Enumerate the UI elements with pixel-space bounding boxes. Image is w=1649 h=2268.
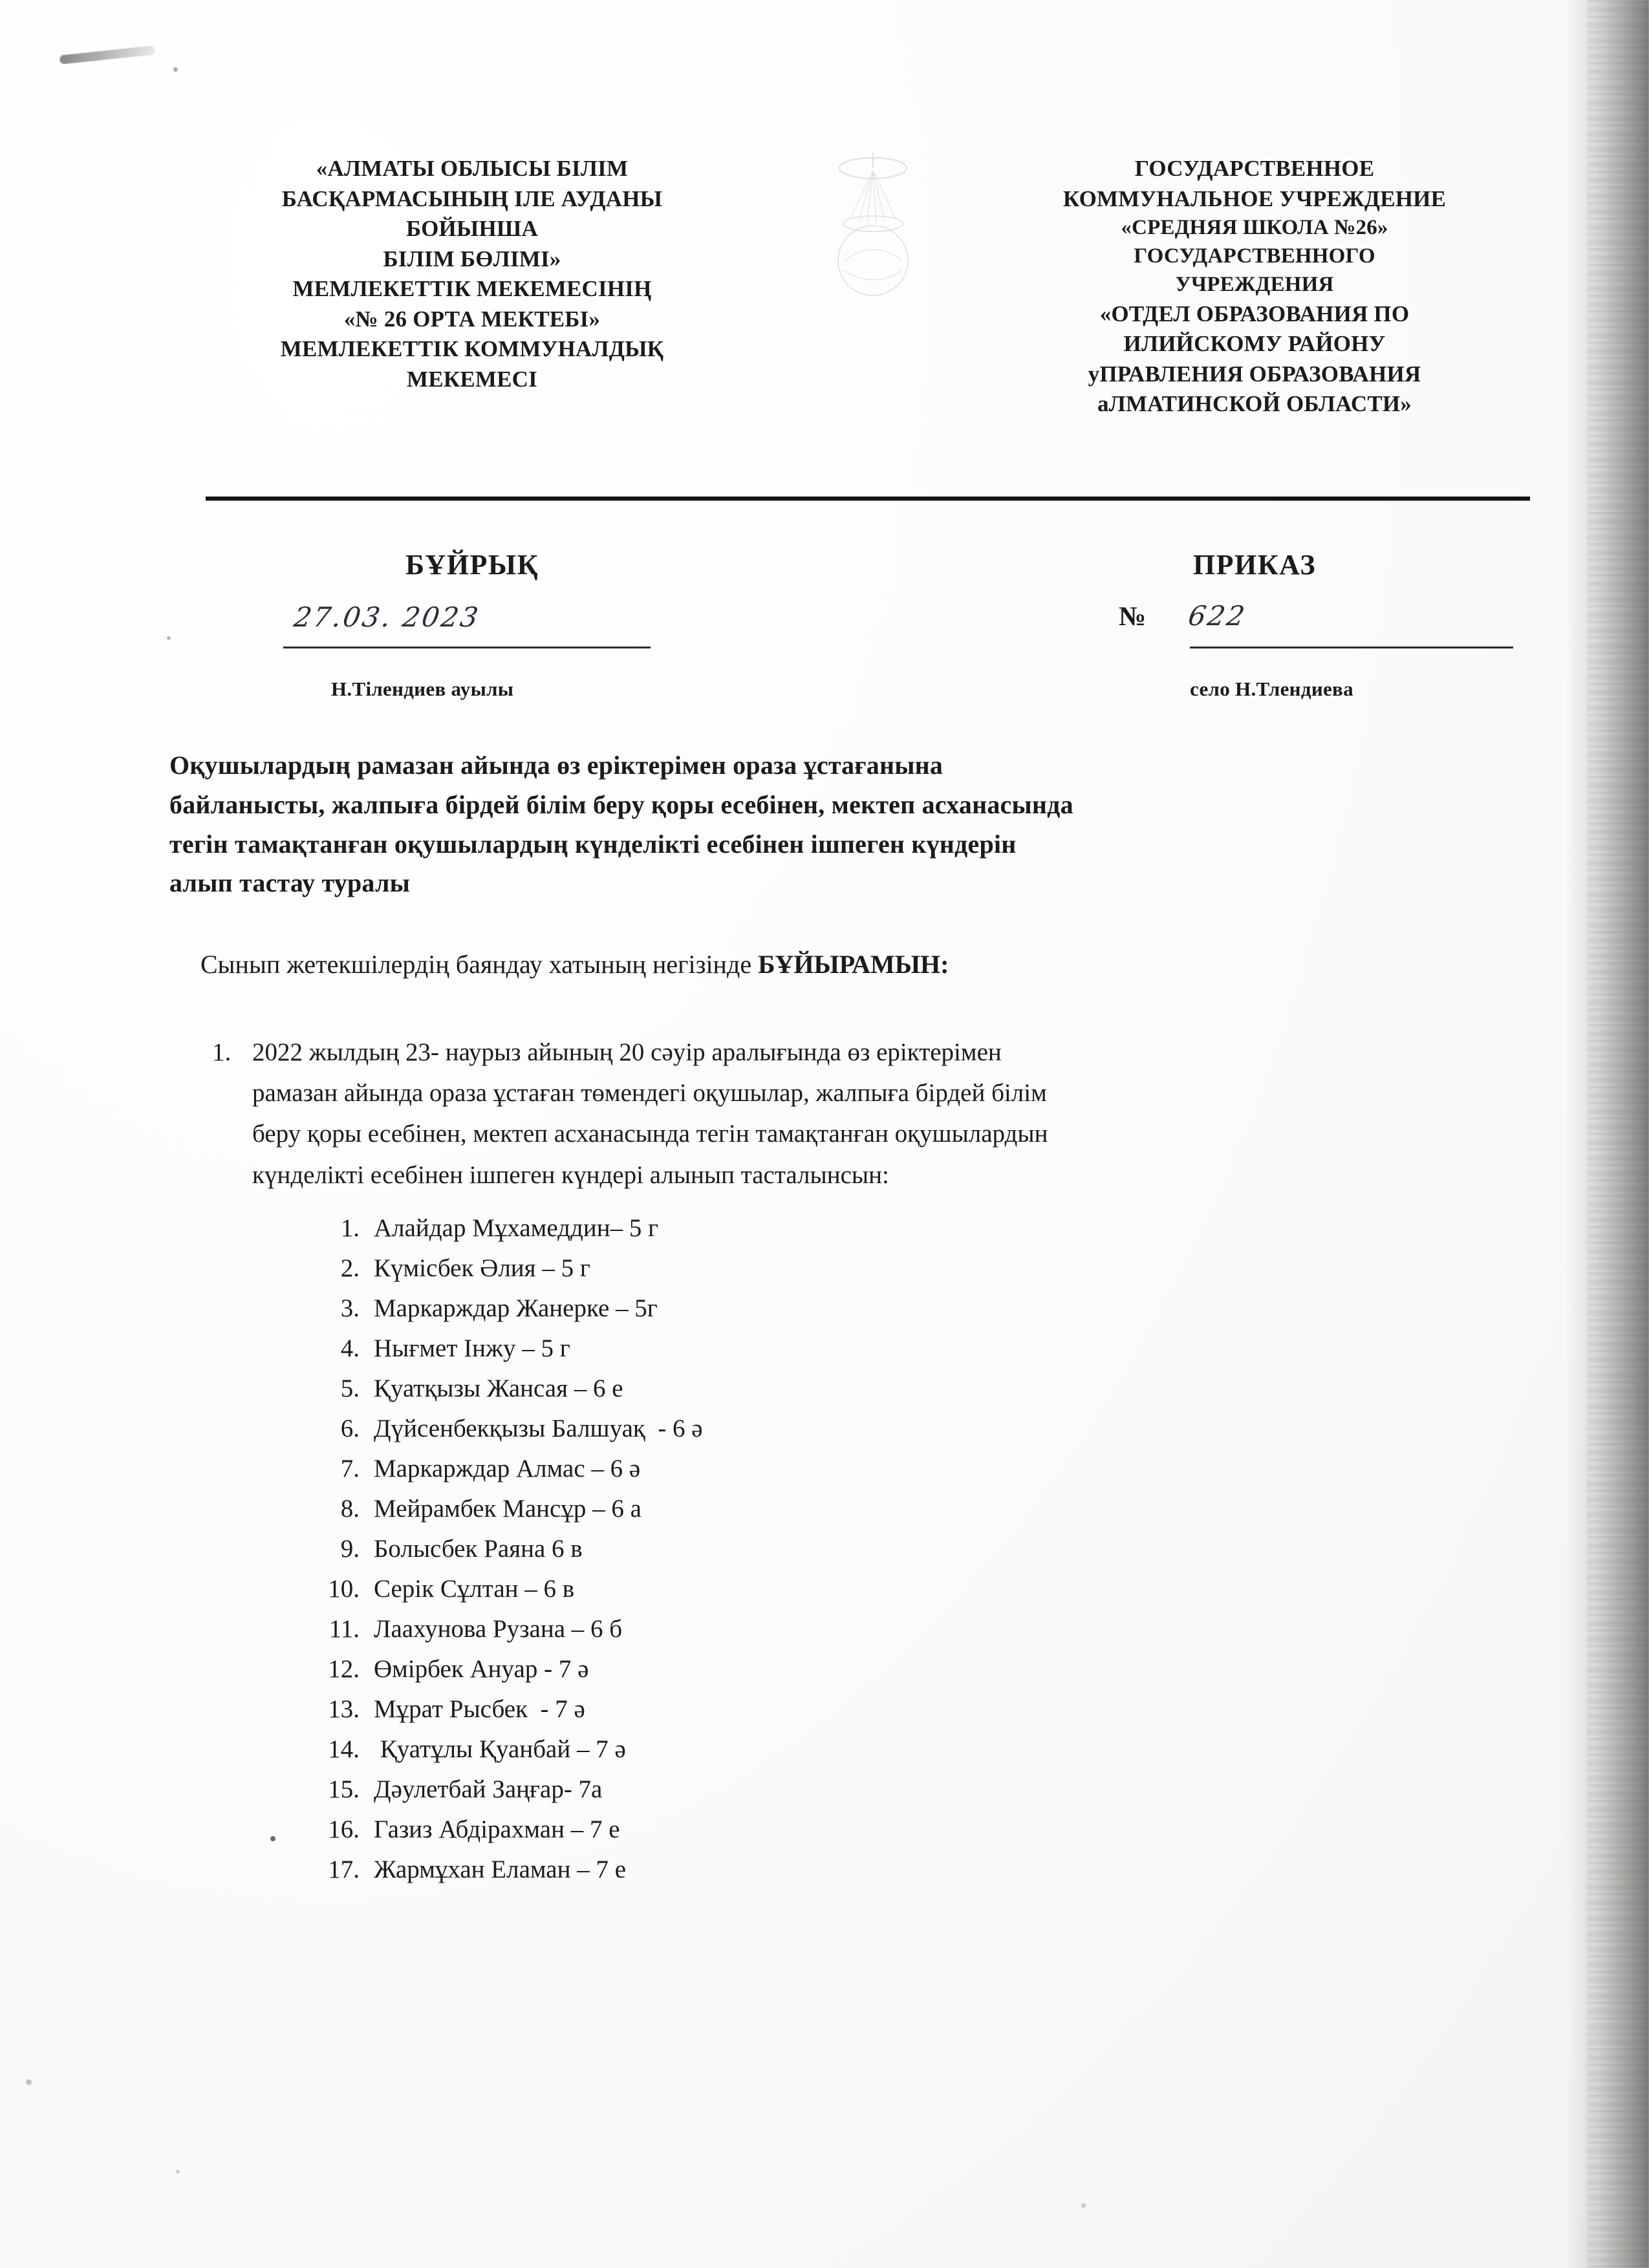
list-item-name: Дүйсенбекқызы Балшуақ - 6 ә: [374, 1415, 703, 1442]
order-number-handwritten: 622: [1186, 600, 1249, 632]
list-item: [304, 1496, 1403, 1536]
clause-line: рамазан айында ораза ұстаған төмендегі оқушылар, жалпыға бірдей білім: [252, 1079, 1047, 1107]
list-item-index: 3.: [340, 1294, 360, 1322]
list-item-name: Қуатұлы Қуанбай – 7 ә: [374, 1735, 626, 1763]
order-clause-1: [212, 1032, 1526, 1195]
org-line: УЧРЕЖДЕНИЯ: [1175, 272, 1334, 296]
list-item-index: 15.: [328, 1775, 360, 1803]
list-item: [304, 1215, 1403, 1256]
list-item-name: Қуатқызы Жансая – 6 е: [374, 1375, 623, 1402]
list-item-name: Жармұхан Еламан – 7 е: [374, 1856, 627, 1883]
list-item-name: Серік Сұлтан – 6 в: [374, 1575, 575, 1603]
org-line: ГОСУДАРСТВЕННОГО: [1134, 244, 1375, 268]
scan-speck: [26, 2079, 32, 2085]
list-item: [304, 1456, 1403, 1496]
list-item-index: 12.: [328, 1655, 360, 1683]
list-item-name: Лаахунова Рузана – 6 б: [374, 1615, 623, 1643]
clause-line: күнделікті есебінен ішпеген күндері алынып тасталынсын:: [252, 1161, 889, 1189]
stray-pencil-mark: [59, 45, 156, 64]
list-item-index: 5.: [340, 1375, 360, 1402]
list-item-index: 16.: [328, 1815, 360, 1843]
list-item-name: Алайдар Мұхамеддин– 5 г: [374, 1214, 659, 1242]
org-line: ИЛИЙСКОМУ РАЙОНУ: [1123, 331, 1386, 357]
subject-line: алып тастау туралы: [169, 868, 411, 898]
list-item: [304, 1656, 1403, 1696]
preamble-keyword: БҰЙЫРАМЫН:: [758, 950, 949, 979]
org-line: ГОСУДАРСТВЕННОЕ: [1134, 156, 1375, 181]
list-item-index: 11.: [329, 1615, 360, 1643]
list-item-name: Газиз Абдірахман – 7 е: [374, 1815, 620, 1843]
list-item-index: 6.: [340, 1415, 360, 1442]
list-item: [304, 1256, 1403, 1296]
list-item: [304, 1857, 1403, 1897]
list-item: [304, 1336, 1403, 1376]
clause-line: беру қоры есебінен, мектеп асханасында тегін тамақтанған оқушылардын: [252, 1120, 1048, 1148]
list-item-index: 2.: [340, 1254, 360, 1282]
list-item: [304, 1696, 1403, 1737]
list-item-name: Мейрамбек Мансұр – 6 а: [374, 1495, 641, 1523]
list-item-name: Мұрат Рысбек - 7 ә: [374, 1695, 585, 1723]
list-item-name: Өмірбек Ануар - 7 ә: [374, 1655, 589, 1683]
clause-line: 2022 жылдың 23- наурыз айының 20 сәуір аралығында өз еріктерімен: [252, 1038, 1002, 1066]
org-line: КОММУНАЛЬНОЕ УЧРЕЖДЕНИЕ: [1062, 186, 1447, 211]
list-item-index: 10.: [328, 1575, 360, 1603]
scan-speck: [270, 1836, 275, 1841]
order-date-handwritten: 27.03. 2023: [292, 601, 482, 633]
org-line: БАСҚАРМАСЫНЫҢ ІЛЕ АУДАНЫ: [281, 186, 663, 211]
order-title-row: [194, 548, 1552, 581]
place-kz: Н.Тілендиев ауылы: [331, 678, 514, 700]
scan-speck: [1081, 2203, 1086, 2208]
list-item-name: Маркаржда​р Алмас – 6 ә: [374, 1455, 641, 1482]
list-item-index: 8.: [340, 1495, 360, 1523]
org-line: «СРЕДНЯЯ ШКОЛА №26»: [1121, 216, 1388, 240]
student-list: [304, 1215, 1403, 1897]
list-item: [304, 1616, 1403, 1656]
list-item: [304, 1536, 1403, 1576]
list-item-name: Маркаржда​р Жанерке – 5г: [374, 1294, 658, 1322]
order-number-label: №: [1119, 602, 1147, 632]
list-item: [304, 1737, 1403, 1777]
letterhead-kazakh: [194, 154, 750, 394]
list-item: [304, 1576, 1403, 1616]
org-line: МЕМЛЕКЕТТІК КОММУНАЛДЫҚ: [280, 336, 664, 362]
list-item-index: 14.: [328, 1735, 360, 1763]
list-item-index: 1.: [340, 1214, 360, 1242]
list-item: [304, 1296, 1403, 1336]
list-item-index: 9.: [340, 1535, 360, 1563]
list-item-index: 7.: [340, 1455, 360, 1482]
list-item-index: 13.: [328, 1695, 360, 1723]
order-preamble: [200, 945, 1520, 984]
order-date-underline: [283, 647, 651, 648]
order-date: [294, 601, 656, 633]
subject-line: тегін тамақтанған оқушылардың күнделікті есебінен ішпеген күндерін: [169, 829, 1017, 859]
org-line: МЕМЛЕКЕТТІК МЕКЕМЕСІНІҢ: [292, 276, 652, 302]
list-item: [304, 1817, 1403, 1857]
org-line: МЕКЕМЕСІ: [407, 366, 537, 392]
preamble-text: Сынып жетекшілердің баяндау хатының негізінде: [200, 950, 759, 979]
list-item-index: 17.: [328, 1856, 360, 1883]
org-line: «АЛМАТЫ ОБЛЫСЫ БІЛІМ: [316, 156, 629, 181]
scan-edge-texture: [1587, 0, 1649, 2268]
list-item: [304, 1376, 1403, 1416]
order-title-ru: ПРИКАЗ: [1192, 549, 1317, 581]
scan-speck: [176, 2170, 180, 2174]
org-line: уПРАВЛЕНИЯ ОБРАЗОВАНИЯ: [1088, 361, 1421, 387]
order-number: [1119, 600, 1249, 632]
subject-line: байланысты, жалпыға бірдей білім беру қоры есебінен, мектеп асханасында: [169, 789, 1073, 819]
subject-line: Оқушылардың рамазан айында өз еріктерімен ораза ұстағанына: [169, 751, 943, 780]
list-item: [304, 1416, 1403, 1456]
list-item-index: 4.: [340, 1334, 360, 1362]
letterhead: [194, 154, 1552, 420]
place-ru: село Н.Тлендиева: [1190, 678, 1353, 700]
header-divider: [206, 497, 1530, 500]
list-item: [304, 1777, 1403, 1817]
org-line: «№ 26 ОРТА МЕКТЕБІ»: [343, 306, 601, 332]
order-title-kz: БҰЙРЫҚ: [405, 549, 539, 581]
list-item-name: Болысбек Раяна 6 в: [374, 1535, 583, 1563]
list-item-name: Нығмет Інжу – 5 г: [374, 1334, 570, 1362]
order-subject: [169, 746, 1521, 903]
clause-number: 1.: [212, 1038, 232, 1066]
org-line: БОЙЫНША: [405, 216, 539, 242]
list-item-name: Күмісбек Әлия – 5 г: [374, 1254, 590, 1282]
org-line: «ОТДЕЛ ОБРАЗОВАНИЯ ПО: [1099, 301, 1410, 326]
order-number-underline: [1190, 647, 1513, 648]
org-line: БІЛІМ БӨЛІМІ»: [383, 246, 561, 272]
letterhead-russian: [957, 154, 1552, 420]
list-item-name: Дәулетбай Заңғар- 7а: [374, 1775, 603, 1803]
scan-speck: [167, 636, 171, 640]
org-line: аЛМАТИНСКОЙ ОБЛАСТИ»: [1097, 391, 1412, 417]
scan-speck: [173, 67, 178, 72]
